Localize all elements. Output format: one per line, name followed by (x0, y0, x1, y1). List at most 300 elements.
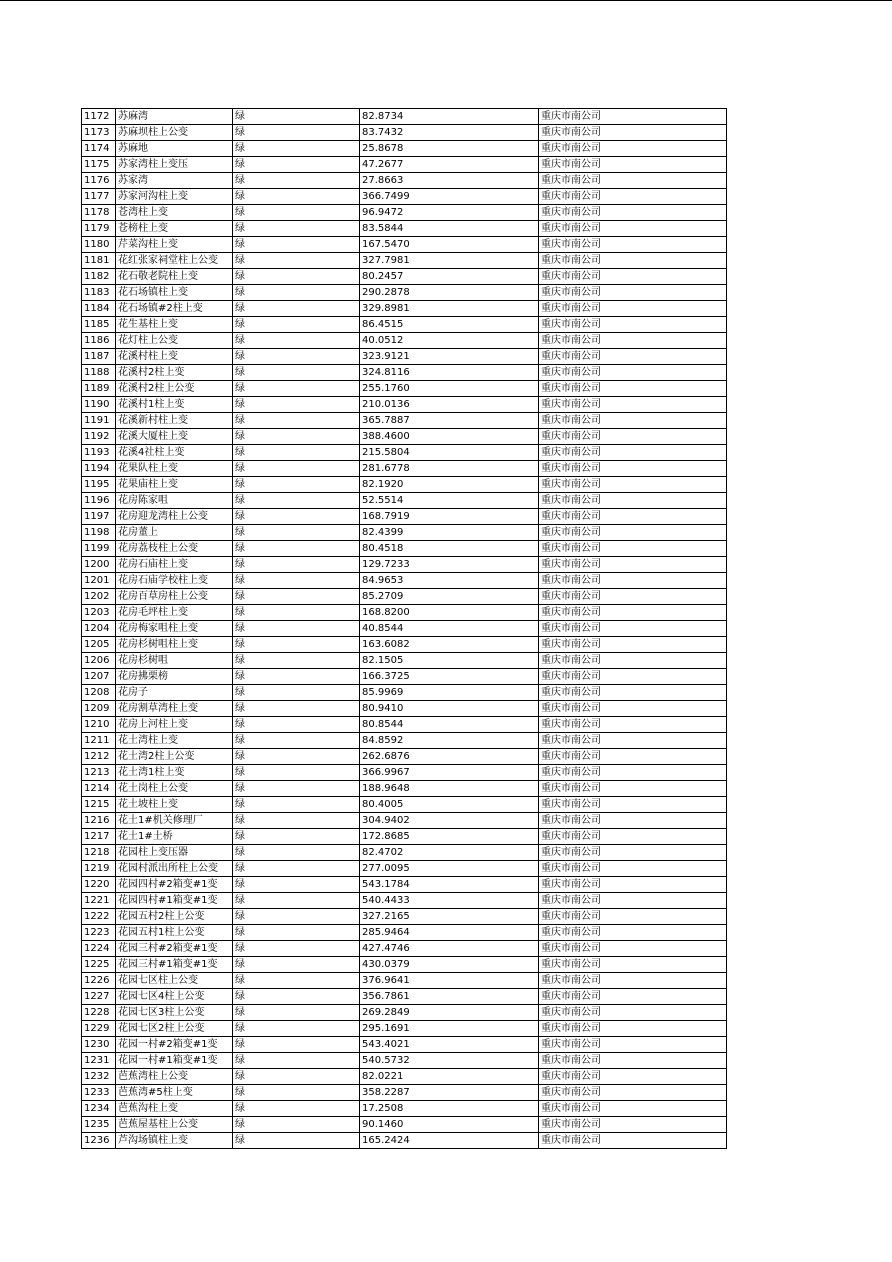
table-row (82, 685, 727, 701)
status-color-cell: 绿 (233, 893, 360, 909)
table-row (82, 637, 727, 653)
station-name-cell: 花园七区3柱上公变 (116, 1005, 233, 1021)
value-cell: 215.5804 (360, 445, 539, 461)
value-cell: 427.4746 (360, 941, 539, 957)
status-color-cell: 绿 (233, 925, 360, 941)
status-color-cell: 绿 (233, 109, 360, 125)
row-number-cell: 1224 (82, 941, 116, 957)
station-name-cell: 花房陈家咀 (116, 493, 233, 509)
value-cell: 129.7233 (360, 557, 539, 573)
table-row (82, 493, 727, 509)
row-number-cell: 1177 (82, 189, 116, 205)
value-cell: 543.1784 (360, 877, 539, 893)
value-cell: 323.9121 (360, 349, 539, 365)
table-row (82, 605, 727, 621)
table-row (82, 157, 727, 173)
status-color-cell: 绿 (233, 877, 360, 893)
value-cell: 327.7981 (360, 253, 539, 269)
table-row (82, 557, 727, 573)
company-cell: 重庆市南公司 (539, 989, 727, 1005)
status-color-cell: 绿 (233, 173, 360, 189)
row-number-cell: 1214 (82, 781, 116, 797)
table-row (82, 109, 727, 125)
table-row (82, 525, 727, 541)
company-cell: 重庆市南公司 (539, 109, 727, 125)
station-name-cell: 苏家湾 (116, 173, 233, 189)
row-number-cell: 1213 (82, 765, 116, 781)
value-cell: 84.9653 (360, 573, 539, 589)
value-cell: 290.2878 (360, 285, 539, 301)
company-cell: 重庆市南公司 (539, 861, 727, 877)
row-number-cell: 1227 (82, 989, 116, 1005)
row-number-cell: 1225 (82, 957, 116, 973)
station-name-cell: 花房梅家咀柱上变 (116, 621, 233, 637)
row-number-cell: 1230 (82, 1037, 116, 1053)
company-cell: 重庆市南公司 (539, 1133, 727, 1149)
row-number-cell: 1183 (82, 285, 116, 301)
station-name-cell: 花房拂栗榜 (116, 669, 233, 685)
company-cell: 重庆市南公司 (539, 317, 727, 333)
table-row (82, 269, 727, 285)
station-name-cell: 花园七区2柱上公变 (116, 1021, 233, 1037)
company-cell: 重庆市南公司 (539, 573, 727, 589)
status-color-cell: 绿 (233, 957, 360, 973)
table-row (82, 941, 727, 957)
value-cell: 25.8678 (360, 141, 539, 157)
row-number-cell: 1231 (82, 1053, 116, 1069)
station-name-cell: 花土岗柱上公变 (116, 781, 233, 797)
value-cell: 304.9402 (360, 813, 539, 829)
station-name-cell: 花园七区4柱上公变 (116, 989, 233, 1005)
company-cell: 重庆市南公司 (539, 893, 727, 909)
station-name-cell: 花生基柱上变 (116, 317, 233, 333)
row-number-cell: 1189 (82, 381, 116, 397)
station-name-cell: 苏麻坝柱上公变 (116, 125, 233, 141)
row-number-cell: 1198 (82, 525, 116, 541)
table-row (82, 717, 727, 733)
row-number-cell: 1220 (82, 877, 116, 893)
value-cell: 365.7887 (360, 413, 539, 429)
table-row (82, 125, 727, 141)
row-number-cell: 1188 (82, 365, 116, 381)
row-number-cell: 1195 (82, 477, 116, 493)
row-number-cell: 1212 (82, 749, 116, 765)
value-cell: 327.2165 (360, 909, 539, 925)
value-cell: 82.1505 (360, 653, 539, 669)
row-number-cell: 1232 (82, 1069, 116, 1085)
station-name-cell: 花房石庙学校柱上变 (116, 573, 233, 589)
company-cell: 重庆市南公司 (539, 429, 727, 445)
company-cell: 重庆市南公司 (539, 653, 727, 669)
value-cell: 163.6082 (360, 637, 539, 653)
table-row (82, 253, 727, 269)
status-color-cell: 绿 (233, 397, 360, 413)
value-cell: 52.5514 (360, 493, 539, 509)
status-color-cell: 绿 (233, 829, 360, 845)
status-color-cell: 绿 (233, 1085, 360, 1101)
row-number-cell: 1179 (82, 221, 116, 237)
station-name-cell: 花果队柱上变 (116, 461, 233, 477)
value-cell: 324.8116 (360, 365, 539, 381)
station-name-cell: 花溪大厦柱上变 (116, 429, 233, 445)
table-row (82, 669, 727, 685)
status-color-cell: 绿 (233, 989, 360, 1005)
company-cell: 重庆市南公司 (539, 957, 727, 973)
value-cell: 540.5732 (360, 1053, 539, 1069)
status-color-cell: 绿 (233, 413, 360, 429)
station-name-cell: 花房荔枝柱上公变 (116, 541, 233, 557)
row-number-cell: 1174 (82, 141, 116, 157)
table-row (82, 781, 727, 797)
status-color-cell: 绿 (233, 525, 360, 541)
status-color-cell: 绿 (233, 1133, 360, 1149)
status-color-cell: 绿 (233, 813, 360, 829)
company-cell: 重庆市南公司 (539, 1117, 727, 1133)
value-cell: 80.4005 (360, 797, 539, 813)
table-row (82, 797, 727, 813)
station-name-cell: 花溪村1柱上变 (116, 397, 233, 413)
status-color-cell: 绿 (233, 845, 360, 861)
table-row (82, 1117, 727, 1133)
row-number-cell: 1204 (82, 621, 116, 637)
table-row (82, 413, 727, 429)
status-color-cell: 绿 (233, 157, 360, 173)
status-color-cell: 绿 (233, 733, 360, 749)
company-cell: 重庆市南公司 (539, 797, 727, 813)
table-row (82, 541, 727, 557)
station-name-cell: 花园五村1柱上公变 (116, 925, 233, 941)
value-cell: 82.1920 (360, 477, 539, 493)
company-cell: 重庆市南公司 (539, 877, 727, 893)
station-name-cell: 花溪村2柱上公变 (116, 381, 233, 397)
station-name-cell: 花园三村#2箱变#1变 (116, 941, 233, 957)
row-number-cell: 1200 (82, 557, 116, 573)
company-cell: 重庆市南公司 (539, 1101, 727, 1117)
row-number-cell: 1218 (82, 845, 116, 861)
status-color-cell: 绿 (233, 125, 360, 141)
value-cell: 540.4433 (360, 893, 539, 909)
station-name-cell: 花红张家祠堂柱上公变 (116, 253, 233, 269)
row-number-cell: 1228 (82, 1005, 116, 1021)
row-number-cell: 1190 (82, 397, 116, 413)
row-number-cell: 1196 (82, 493, 116, 509)
table-row (82, 461, 727, 477)
status-color-cell: 绿 (233, 1069, 360, 1085)
company-cell: 重庆市南公司 (539, 365, 727, 381)
station-name-cell: 苏麻湾 (116, 109, 233, 125)
station-name-cell: 花灯柱上公变 (116, 333, 233, 349)
station-name-cell: 花园三村#1箱变#1变 (116, 957, 233, 973)
value-cell: 366.7499 (360, 189, 539, 205)
row-number-cell: 1208 (82, 685, 116, 701)
data-table (81, 108, 727, 1149)
station-name-cell: 花土湾柱上变 (116, 733, 233, 749)
row-number-cell: 1210 (82, 717, 116, 733)
value-cell: 85.9969 (360, 685, 539, 701)
station-name-cell: 花房董上 (116, 525, 233, 541)
table-body (82, 109, 727, 1149)
company-cell: 重庆市南公司 (539, 605, 727, 621)
company-cell: 重庆市南公司 (539, 413, 727, 429)
company-cell: 重庆市南公司 (539, 125, 727, 141)
status-color-cell: 绿 (233, 365, 360, 381)
status-color-cell: 绿 (233, 221, 360, 237)
status-color-cell: 绿 (233, 541, 360, 557)
station-name-cell: 花溪村2柱上变 (116, 365, 233, 381)
station-name-cell: 花园一村#1箱变#1变 (116, 1053, 233, 1069)
station-name-cell: 花房杉树咀 (116, 653, 233, 669)
value-cell: 366.9967 (360, 765, 539, 781)
status-color-cell: 绿 (233, 381, 360, 397)
company-cell: 重庆市南公司 (539, 925, 727, 941)
row-number-cell: 1197 (82, 509, 116, 525)
company-cell: 重庆市南公司 (539, 509, 727, 525)
status-color-cell: 绿 (233, 573, 360, 589)
status-color-cell: 绿 (233, 349, 360, 365)
company-cell: 重庆市南公司 (539, 477, 727, 493)
value-cell: 82.8734 (360, 109, 539, 125)
value-cell: 356.7861 (360, 989, 539, 1005)
table-row (82, 813, 727, 829)
row-number-cell: 1194 (82, 461, 116, 477)
station-name-cell: 花房上河柱上变 (116, 717, 233, 733)
station-name-cell: 芦沟场镇柱上变 (116, 1133, 233, 1149)
row-number-cell: 1215 (82, 797, 116, 813)
status-color-cell: 绿 (233, 1021, 360, 1037)
row-number-cell: 1187 (82, 349, 116, 365)
row-number-cell: 1185 (82, 317, 116, 333)
row-number-cell: 1235 (82, 1117, 116, 1133)
row-number-cell: 1222 (82, 909, 116, 925)
value-cell: 295.1691 (360, 1021, 539, 1037)
station-name-cell: 花房百草房柱上公变 (116, 589, 233, 605)
station-name-cell: 花园四村#1箱变#1变 (116, 893, 233, 909)
station-name-cell: 花房子 (116, 685, 233, 701)
company-cell: 重庆市南公司 (539, 589, 727, 605)
table-row (82, 1069, 727, 1085)
value-cell: 40.8544 (360, 621, 539, 637)
company-cell: 重庆市南公司 (539, 701, 727, 717)
status-color-cell: 绿 (233, 637, 360, 653)
table-row (82, 349, 727, 365)
company-cell: 重庆市南公司 (539, 845, 727, 861)
value-cell: 83.5844 (360, 221, 539, 237)
table-row (82, 765, 727, 781)
row-number-cell: 1202 (82, 589, 116, 605)
company-cell: 重庆市南公司 (539, 781, 727, 797)
table-row (82, 237, 727, 253)
status-color-cell: 绿 (233, 685, 360, 701)
table-row (82, 477, 727, 493)
company-cell: 重庆市南公司 (539, 813, 727, 829)
company-cell: 重庆市南公司 (539, 1085, 727, 1101)
table-row (82, 925, 727, 941)
table-row (82, 141, 727, 157)
company-cell: 重庆市南公司 (539, 621, 727, 637)
status-color-cell: 绿 (233, 1037, 360, 1053)
company-cell: 重庆市南公司 (539, 525, 727, 541)
table-row (82, 317, 727, 333)
value-cell: 430.0379 (360, 957, 539, 973)
row-number-cell: 1173 (82, 125, 116, 141)
company-cell: 重庆市南公司 (539, 157, 727, 173)
status-color-cell: 绿 (233, 973, 360, 989)
table-row (82, 845, 727, 861)
status-color-cell: 绿 (233, 589, 360, 605)
status-color-cell: 绿 (233, 669, 360, 685)
table-row (82, 333, 727, 349)
value-cell: 262.6876 (360, 749, 539, 765)
station-name-cell: 芭蕉沟柱上变 (116, 1101, 233, 1117)
station-name-cell: 芹菜沟柱上变 (116, 237, 233, 253)
company-cell: 重庆市南公司 (539, 173, 727, 189)
station-name-cell: 花房杉树咀柱上变 (116, 637, 233, 653)
company-cell: 重庆市南公司 (539, 1037, 727, 1053)
table-row (82, 509, 727, 525)
company-cell: 重庆市南公司 (539, 1021, 727, 1037)
row-number-cell: 1182 (82, 269, 116, 285)
status-color-cell: 绿 (233, 429, 360, 445)
table-row (82, 285, 727, 301)
value-cell: 269.2849 (360, 1005, 539, 1021)
station-name-cell: 花果庙柱上变 (116, 477, 233, 493)
station-name-cell: 苍湾柱上变 (116, 205, 233, 221)
row-number-cell: 1236 (82, 1133, 116, 1149)
station-name-cell: 花房割草湾柱上变 (116, 701, 233, 717)
status-color-cell: 绿 (233, 605, 360, 621)
status-color-cell: 绿 (233, 861, 360, 877)
company-cell: 重庆市南公司 (539, 749, 727, 765)
value-cell: 543.4021 (360, 1037, 539, 1053)
company-cell: 重庆市南公司 (539, 909, 727, 925)
table-row (82, 221, 727, 237)
status-color-cell: 绿 (233, 797, 360, 813)
table-row (82, 1101, 727, 1117)
station-name-cell: 花土坡柱上变 (116, 797, 233, 813)
row-number-cell: 1216 (82, 813, 116, 829)
company-cell: 重庆市南公司 (539, 829, 727, 845)
table-row (82, 621, 727, 637)
row-number-cell: 1175 (82, 157, 116, 173)
value-cell: 27.8663 (360, 173, 539, 189)
row-number-cell: 1181 (82, 253, 116, 269)
value-cell: 82.4399 (360, 525, 539, 541)
status-color-cell: 绿 (233, 269, 360, 285)
value-cell: 86.4515 (360, 317, 539, 333)
table-row (82, 861, 727, 877)
value-cell: 255.1760 (360, 381, 539, 397)
status-color-cell: 绿 (233, 461, 360, 477)
company-cell: 重庆市南公司 (539, 941, 727, 957)
table-row (82, 573, 727, 589)
status-color-cell: 绿 (233, 333, 360, 349)
value-cell: 17.2508 (360, 1101, 539, 1117)
row-number-cell: 1219 (82, 861, 116, 877)
company-cell: 重庆市南公司 (539, 397, 727, 413)
value-cell: 172.8685 (360, 829, 539, 845)
company-cell: 重庆市南公司 (539, 669, 727, 685)
value-cell: 168.8200 (360, 605, 539, 621)
status-color-cell: 绿 (233, 237, 360, 253)
company-cell: 重庆市南公司 (539, 557, 727, 573)
value-cell: 210.0136 (360, 397, 539, 413)
table-row (82, 909, 727, 925)
station-name-cell: 花园村派出所柱上公变 (116, 861, 233, 877)
company-cell: 重庆市南公司 (539, 733, 727, 749)
station-name-cell: 花园一村#2箱变#1变 (116, 1037, 233, 1053)
row-number-cell: 1206 (82, 653, 116, 669)
status-color-cell: 绿 (233, 909, 360, 925)
company-cell: 重庆市南公司 (539, 141, 727, 157)
status-color-cell: 绿 (233, 477, 360, 493)
company-cell: 重庆市南公司 (539, 445, 727, 461)
company-cell: 重庆市南公司 (539, 493, 727, 509)
company-cell: 重庆市南公司 (539, 1053, 727, 1069)
status-color-cell: 绿 (233, 301, 360, 317)
value-cell: 165.2424 (360, 1133, 539, 1149)
value-cell: 40.0512 (360, 333, 539, 349)
status-color-cell: 绿 (233, 205, 360, 221)
table-row (82, 1005, 727, 1021)
value-cell: 285.9464 (360, 925, 539, 941)
table-row (82, 189, 727, 205)
status-color-cell: 绿 (233, 749, 360, 765)
company-cell: 重庆市南公司 (539, 685, 727, 701)
value-cell: 167.5470 (360, 237, 539, 253)
status-color-cell: 绿 (233, 653, 360, 669)
status-color-cell: 绿 (233, 445, 360, 461)
row-number-cell: 1186 (82, 333, 116, 349)
status-color-cell: 绿 (233, 701, 360, 717)
station-name-cell: 苏家河沟柱上变 (116, 189, 233, 205)
table-row (82, 445, 727, 461)
table-row (82, 989, 727, 1005)
status-color-cell: 绿 (233, 141, 360, 157)
company-cell: 重庆市南公司 (539, 205, 727, 221)
company-cell: 重庆市南公司 (539, 717, 727, 733)
value-cell: 80.2457 (360, 269, 539, 285)
value-cell: 82.4702 (360, 845, 539, 861)
company-cell: 重庆市南公司 (539, 1005, 727, 1021)
company-cell: 重庆市南公司 (539, 269, 727, 285)
table-row (82, 589, 727, 605)
row-number-cell: 1178 (82, 205, 116, 221)
status-color-cell: 绿 (233, 1101, 360, 1117)
company-cell: 重庆市南公司 (539, 189, 727, 205)
row-number-cell: 1180 (82, 237, 116, 253)
row-number-cell: 1209 (82, 701, 116, 717)
page-top-rule (0, 0, 892, 1)
value-cell: 84.8592 (360, 733, 539, 749)
table-row (82, 877, 727, 893)
value-cell: 85.2709 (360, 589, 539, 605)
station-name-cell: 苏麻地 (116, 141, 233, 157)
station-name-cell: 花园四村#2箱变#1变 (116, 877, 233, 893)
status-color-cell: 绿 (233, 317, 360, 333)
table-row (82, 701, 727, 717)
value-cell: 80.8544 (360, 717, 539, 733)
row-number-cell: 1205 (82, 637, 116, 653)
company-cell: 重庆市南公司 (539, 253, 727, 269)
station-name-cell: 芭蕉湾柱上公变 (116, 1069, 233, 1085)
status-color-cell: 绿 (233, 941, 360, 957)
station-name-cell: 花土1#机关修理厂 (116, 813, 233, 829)
station-name-cell: 花房毛坪柱上变 (116, 605, 233, 621)
row-number-cell: 1193 (82, 445, 116, 461)
station-name-cell: 花土湾1柱上变 (116, 765, 233, 781)
table-row (82, 733, 727, 749)
station-name-cell: 芭蕉湾#5柱上变 (116, 1085, 233, 1101)
